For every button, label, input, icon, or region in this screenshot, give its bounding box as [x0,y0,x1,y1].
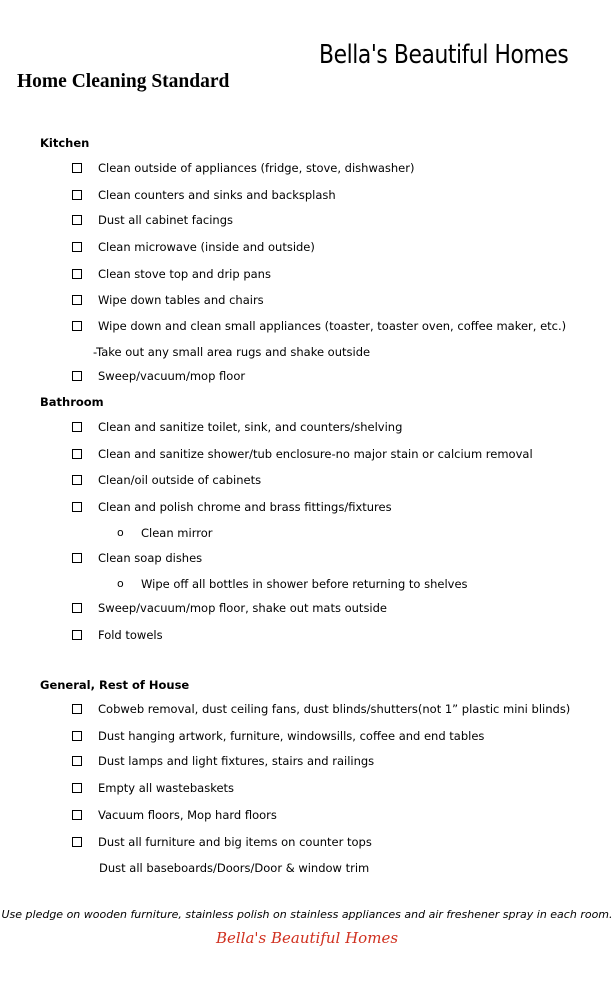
checklist-item[interactable]: Clean stove top and drip pans [72,266,271,282]
section-heading-general: General, Rest of House [40,678,190,692]
brand-header: Bella's Beautiful Homes [319,40,569,70]
checklist-item[interactable]: Clean and polish chrome and brass fittings/fixtures [72,499,392,515]
checkbox-icon[interactable] [72,163,82,173]
checklist-item[interactable]: Clean and sanitize shower/tub enclosure-no major stain or calcium removal [72,446,533,462]
checklist-item[interactable]: Fold towels [72,627,163,643]
checkbox-icon[interactable] [72,449,82,459]
checklist-item[interactable]: Wipe down and clean small appliances (toaster, toaster oven, coffee maker, etc.) [72,318,566,334]
checklist-item[interactable]: Clean and sanitize toilet, sink, and counters/shelving [72,419,402,435]
checkbox-icon[interactable] [72,810,82,820]
checkbox-icon[interactable] [72,783,82,793]
checkbox-icon[interactable] [72,704,82,714]
checkbox-icon[interactable] [72,422,82,432]
brand-footer: Bella's Beautiful Homes [215,929,399,947]
checkbox-icon[interactable] [72,731,82,741]
footer-note: Use pledge on wooden furniture, stainless polish on stainless appliances and air freshener spray in each room. [1,908,613,921]
checklist-item[interactable]: Vacuum floors, Mop hard floors [72,807,277,823]
checklist-item[interactable]: Clean soap dishes [72,550,202,566]
checklist-item[interactable]: Sweep/vacuum/mop floor, shake out mats outside [72,600,387,616]
checklist-item[interactable]: Clean outside of appliances (fridge, stove, dishwasher) [72,160,414,176]
checklist-item[interactable]: Dust lamps and light fixtures, stairs and railings [72,753,374,769]
checkbox-icon[interactable] [72,502,82,512]
checklist-item[interactable]: Empty all wastebaskets [72,780,234,796]
checklist-item[interactable]: Dust all furniture and big items on counter tops [72,834,372,850]
checklist-item[interactable]: Cobweb removal, dust ceiling fans, dust blinds/shutters(not 1” plastic mini blinds) [72,701,570,717]
checkbox-icon[interactable] [72,475,82,485]
checkbox-icon[interactable] [72,837,82,847]
checklist-item[interactable]: Clean counters and sinks and backsplash [72,187,336,203]
checklist-item[interactable]: Dust all cabinet facings [72,212,233,228]
checkbox-icon[interactable] [72,756,82,766]
checklist-note: Dust all baseboards/Doors/Door & window trim [99,861,370,875]
section-heading-kitchen: Kitchen [40,136,90,150]
checklist-item[interactable]: Sweep/vacuum/mop floor [72,368,245,384]
document-title: Home Cleaning Standard [17,71,230,92]
checklist-item[interactable]: Clean microwave (inside and outside) [72,239,315,255]
checkbox-icon[interactable] [72,603,82,613]
checkbox-icon[interactable] [72,269,82,279]
checklist-item[interactable]: Dust hanging artwork, furniture, windowsills, coffee and end tables [72,728,484,744]
checklist-note: -Take out any small area rugs and shake outside [93,345,371,359]
bullet-item: Clean mirror [141,526,213,540]
section-heading-bathroom: Bathroom [40,395,104,409]
checklist-item[interactable]: Wipe down tables and chairs [72,292,264,308]
checklist-item[interactable]: Clean/oil outside of cabinets [72,472,261,488]
bullet-marker: o [117,577,124,590]
checkbox-icon[interactable] [72,242,82,252]
checkbox-icon[interactable] [72,295,82,305]
checkbox-icon[interactable] [72,371,82,381]
checkbox-icon[interactable] [72,215,82,225]
checkbox-icon[interactable] [72,321,82,331]
bullet-marker: o [117,526,124,539]
checkbox-icon[interactable] [72,553,82,563]
checkbox-icon[interactable] [72,630,82,640]
checkbox-icon[interactable] [72,190,82,200]
bullet-item: Wipe off all bottles in shower before returning to shelves [141,577,468,591]
